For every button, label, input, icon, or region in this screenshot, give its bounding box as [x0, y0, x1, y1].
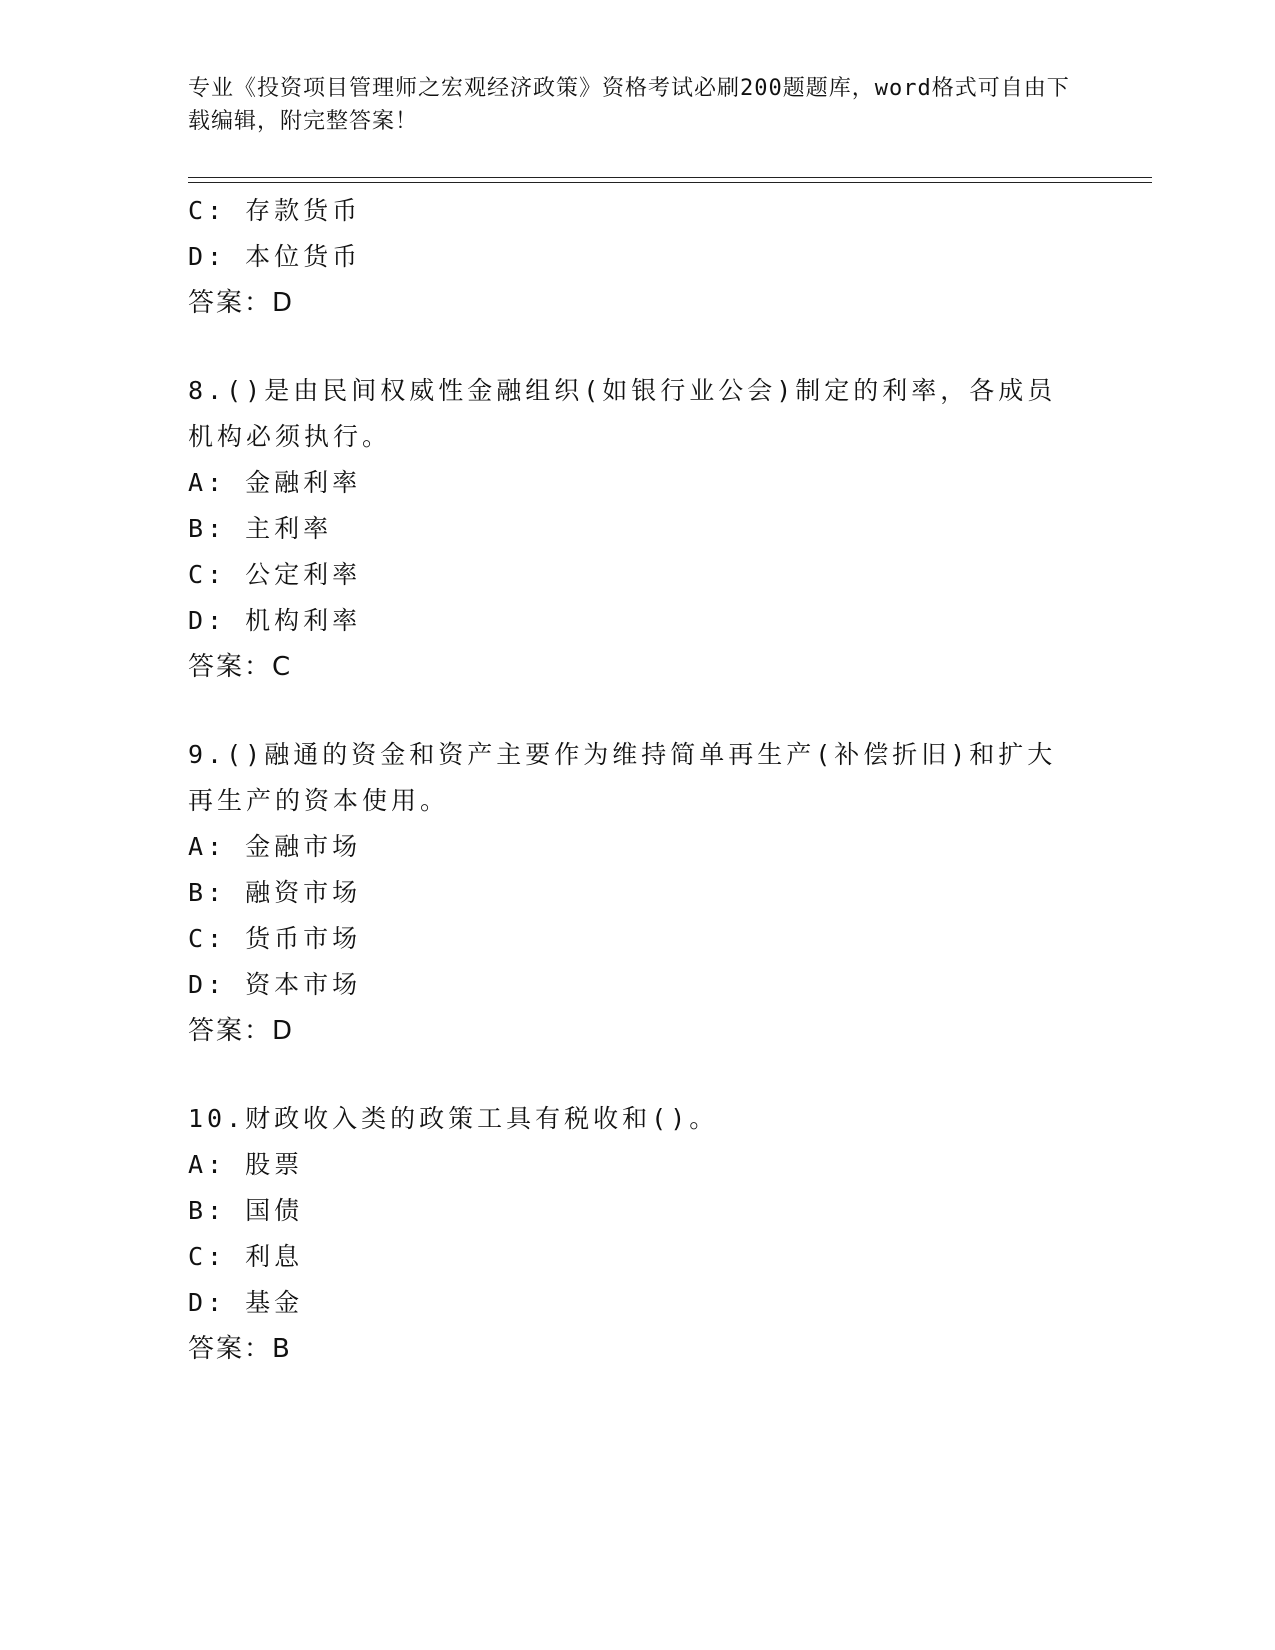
question-text: 10.财政收入类的政策工具有税收和()。 — [188, 1104, 719, 1133]
question-text: 8.()是由民间权威性金融组织(如银行业公会)制定的利率，各成员机构必须执行。 — [188, 376, 1057, 451]
option-d — [188, 234, 1068, 280]
answer-line: 答案：D — [188, 1016, 295, 1046]
answer-line: 答案：D — [188, 288, 295, 318]
option-label: B: — [188, 514, 227, 543]
option-label: A: — [188, 832, 227, 861]
document-body — [188, 188, 1068, 1372]
option-text: 融资市场 — [245, 878, 362, 907]
question-8 — [188, 368, 1068, 690]
question-9 — [188, 732, 1068, 1054]
option-label: D: — [188, 970, 227, 999]
option-label: C: — [188, 1242, 227, 1271]
option-text: 本位货币 — [245, 242, 362, 271]
option-text: 主利率 — [245, 514, 333, 543]
answer-line: 答案：C — [188, 652, 293, 682]
option-label: D: — [188, 606, 227, 635]
option-text: 存款货币 — [245, 196, 362, 225]
option-label: A: — [188, 468, 227, 497]
option-text: 公定利率 — [245, 560, 362, 589]
option-label: C: — [188, 196, 227, 225]
header-rule-bottom — [188, 182, 1152, 183]
option-a — [188, 1142, 1068, 1188]
option-d — [188, 962, 1068, 1008]
option-label: D: — [188, 242, 227, 271]
option-a — [188, 460, 1068, 506]
option-c — [188, 552, 1068, 598]
document-header: 专业《投资项目管理师之宏观经济政策》资格考试必刷200题题库，word格式可自由下载编辑，附完整答案！ — [188, 76, 1070, 134]
option-text: 金融市场 — [245, 832, 362, 861]
option-d — [188, 598, 1068, 644]
option-c — [188, 916, 1068, 962]
option-d — [188, 1280, 1068, 1326]
option-text: 金融利率 — [245, 468, 362, 497]
option-text: 基金 — [245, 1288, 304, 1317]
option-text: 国债 — [245, 1196, 304, 1225]
option-label: D: — [188, 1288, 227, 1317]
option-text: 机构利率 — [245, 606, 362, 635]
option-label: C: — [188, 560, 227, 589]
question-text: 9.()融通的资金和资产主要作为维持简单再生产(补偿折旧)和扩大再生产的资本使用。 — [188, 740, 1057, 815]
option-c — [188, 188, 1068, 234]
option-text: 资本市场 — [245, 970, 362, 999]
question-10 — [188, 1096, 1068, 1372]
header-rule-top — [188, 177, 1152, 178]
option-b — [188, 870, 1068, 916]
option-c — [188, 1234, 1068, 1280]
option-label: C: — [188, 924, 227, 953]
option-b — [188, 1188, 1068, 1234]
carryover-question — [188, 188, 1068, 326]
option-label: A: — [188, 1150, 227, 1179]
option-label: B: — [188, 878, 227, 907]
option-text: 货币市场 — [245, 924, 362, 953]
answer-line: 答案：B — [188, 1334, 292, 1364]
option-label: B: — [188, 1196, 227, 1225]
option-text: 股票 — [245, 1150, 304, 1179]
option-b — [188, 506, 1068, 552]
option-a — [188, 824, 1068, 870]
option-text: 利息 — [245, 1242, 304, 1271]
